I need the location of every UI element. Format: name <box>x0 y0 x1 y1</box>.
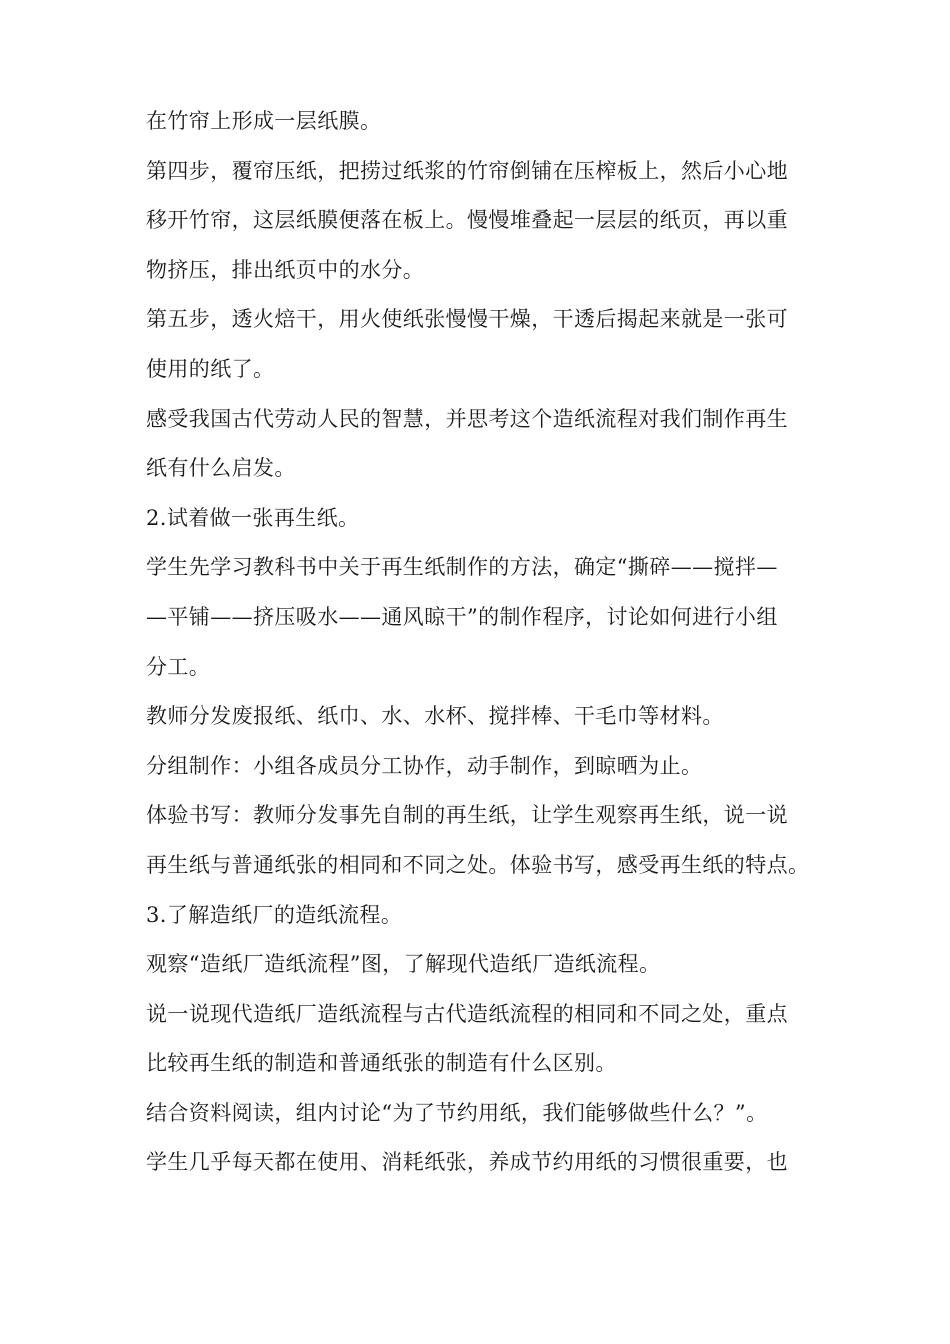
text-line: 观察“造纸厂造纸流程”图，了解现代造纸厂造纸流程。 <box>146 952 661 977</box>
section-heading: 3.了解造纸厂的造纸流程。 <box>146 902 403 927</box>
text-line: 在竹帘上形成一层纸膜。 <box>146 109 382 133</box>
text-line: 再生纸与普通纸张的相同和不同之处。体验书写，感受再生纸的特点。 <box>146 852 810 877</box>
text-line: 教师分发废报纸、纸巾、水、水杯、搅拌棒、干毛巾等材料。 <box>146 704 724 729</box>
text-line: 学生先学习教科书中关于再生纸制作的方法，确定“撕碎——搅拌— <box>146 555 778 580</box>
text-line: 第四步，覆帘压纸，把捞过纸浆的竹帘倒铺在压榨板上，然后小心地 <box>146 158 788 183</box>
text-line: 比较再生纸的制造和普通纸张的制造有什么区别。 <box>146 1051 617 1076</box>
text-line: 分工。 <box>146 654 211 679</box>
text-line: 分组制作：小组各成员分工协作，动手制作，到晾晒为止。 <box>146 753 703 778</box>
text-line: 纸有什么启发。 <box>146 456 296 481</box>
text-line: 体验书写：教师分发事先自制的再生纸，让学生观察再生纸，说一说 <box>146 803 788 828</box>
text-line: 移开竹帘，这层纸膜便落在板上。慢慢堆叠起一层层的纸页，再以重 <box>146 208 788 233</box>
document-body <box>146 97 818 1188</box>
text-line: 第五步，透火焙干，用火使纸张慢慢干燥，干透后揭起来就是一张可 <box>146 307 788 332</box>
text-line: 使用的纸了。 <box>146 356 275 381</box>
text-line: —平铺——挤压吸水——通风晾干”的制作程序，讨论如何进行小组 <box>146 604 778 629</box>
text-line: 学生几乎每天都在使用、消耗纸张，养成节约用纸的习惯很重要，也 <box>146 1150 788 1175</box>
text-line: 说一说现代造纸厂造纸流程与古代造纸流程的相同和不同之处，重点 <box>146 1001 788 1026</box>
text-line: 物挤压，排出纸页中的水分。 <box>146 257 425 282</box>
text-line: 感受我国古代劳动人民的智慧，并思考这个造纸流程对我们制作再生 <box>146 406 788 431</box>
section-heading: 2.试着做一张再生纸。 <box>146 505 360 530</box>
text-line: 结合资料阅读，组内讨论“为了节约用纸，我们能够做些什么？”。 <box>146 1100 768 1125</box>
